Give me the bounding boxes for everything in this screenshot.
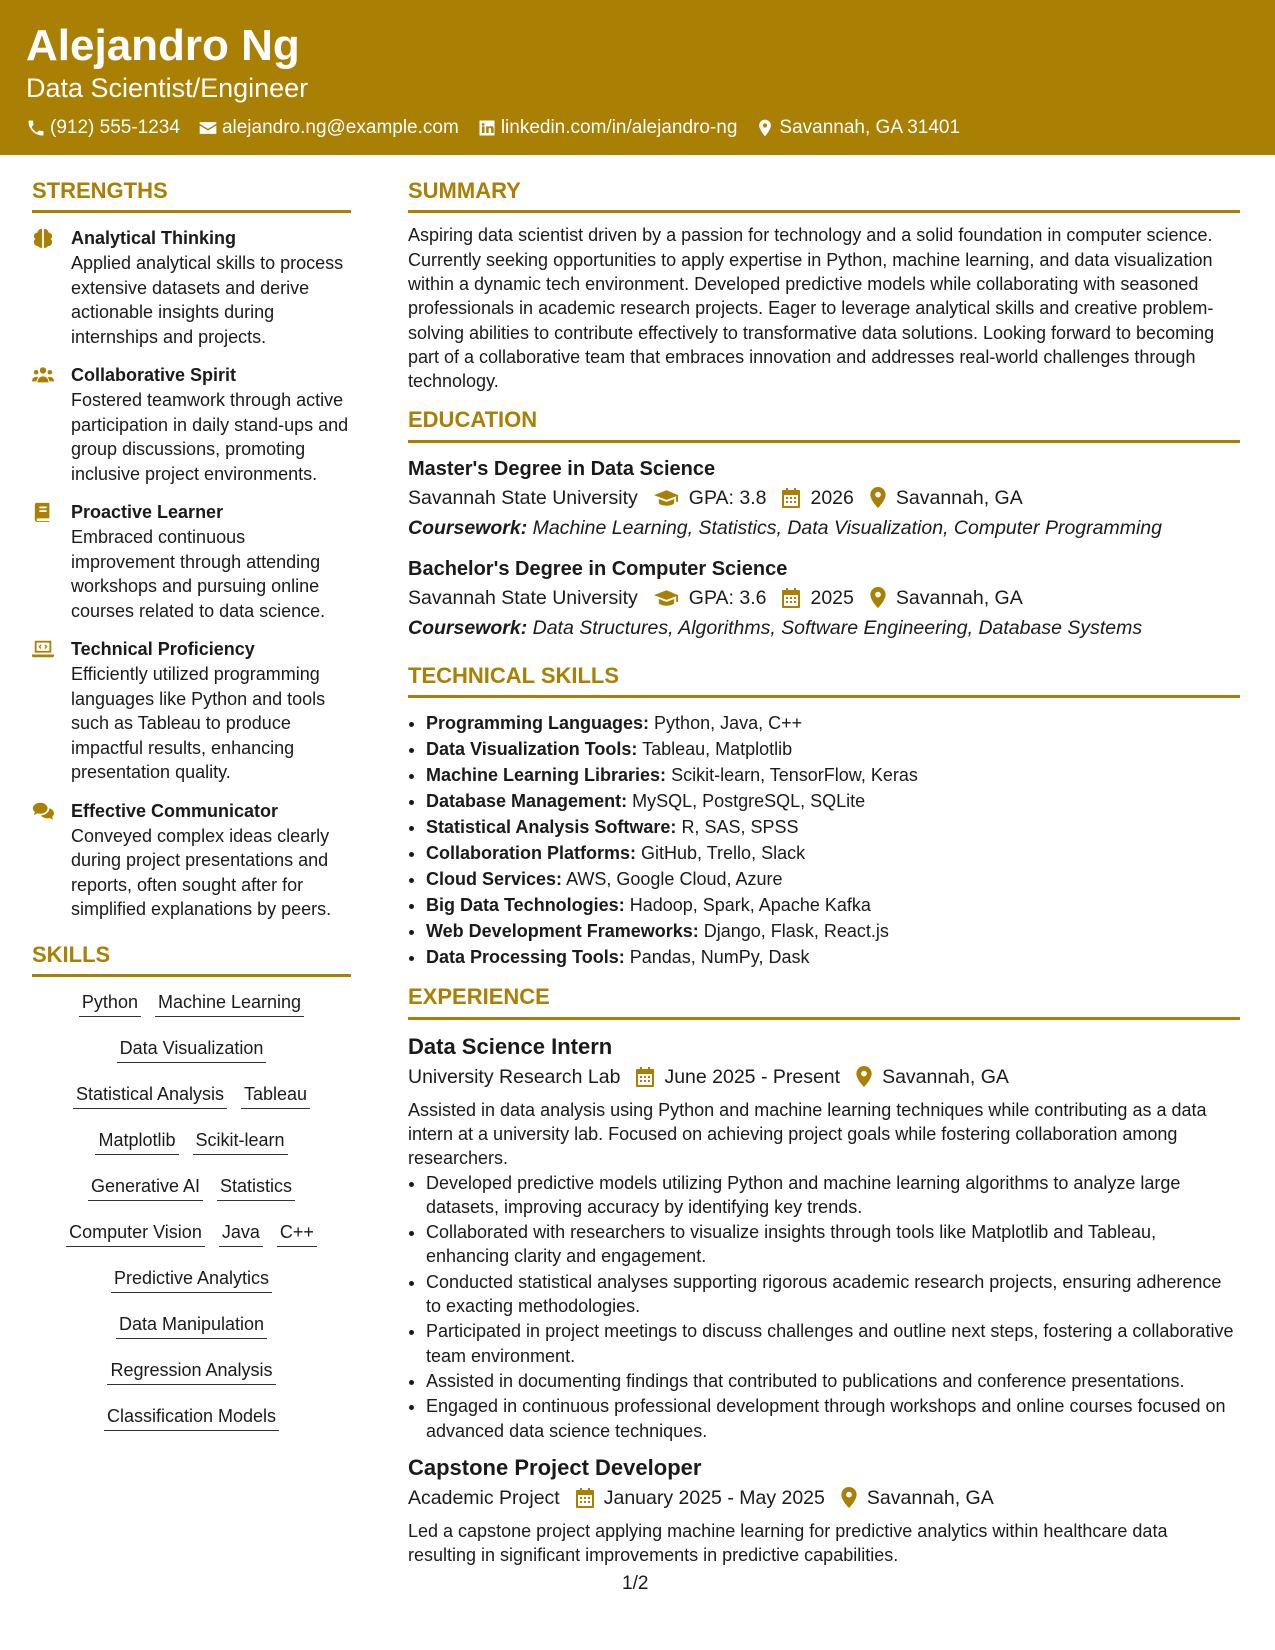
tech-value: GitHub, Trello, Slack <box>641 843 806 864</box>
contact-email[interactable] <box>198 117 459 139</box>
experience-item <box>408 1453 1240 1568</box>
phone-icon <box>26 118 46 138</box>
edu-location <box>870 483 1023 513</box>
location-text: Savannah, GA <box>866 1486 994 1509</box>
linkedin-icon <box>477 118 497 138</box>
calendar-icon <box>782 588 800 608</box>
technical-skills-heading: TECHNICAL SKILLS <box>408 663 1240 698</box>
grad-year <box>782 583 853 613</box>
dates-text: June 2025 - Present <box>664 1065 841 1088</box>
coursework <box>408 513 1240 543</box>
location-text: Savannah, GA 31401 <box>779 117 961 138</box>
location-text: Savannah, GA <box>895 486 1023 509</box>
location-text: Savannah, GA <box>895 586 1023 609</box>
tech-label: Cloud Services: <box>426 869 563 890</box>
skill-tag: Java <box>219 1221 263 1247</box>
skill-tag: Statistics <box>217 1175 295 1201</box>
contact-linkedin[interactable] <box>477 117 738 139</box>
list-item: • Engaged in continuous professional development through workshops and online courses focused on advanced data science techniques. <box>426 1394 1240 1443</box>
job-location <box>841 1483 994 1513</box>
contact-location <box>755 117 960 139</box>
skill-tag: Predictive Analytics <box>111 1267 272 1293</box>
tech-label: Data Processing Tools: <box>426 947 625 968</box>
edu-location <box>870 583 1023 613</box>
envelope-icon <box>198 118 218 138</box>
degree-title: Bachelor's Degree in Computer Science <box>408 557 788 580</box>
summary-text: Aspiring data scientist driven by a passion for technology and a solid foundation in computer science. Currently seeking opportunities to apply expertise in Python, machine learning, and data visualization within a dynamic tech environment. Developed predictive models while collaborating with seasoned professionals in academic research projects. Eager to leverage analytical skills and creative problem-solving abilities to contribute effectively to transformative data solutions. Looking forward to becoming part of a collaborative team that embraces innovation and addresses real-world challenges through technology. <box>408 225 1215 392</box>
dates-text: January 2025 - May 2025 <box>603 1486 825 1509</box>
grad-year <box>782 483 853 513</box>
book-icon <box>32 502 54 522</box>
tech-value: Pandas, NumPy, Dask <box>629 947 810 968</box>
users-icon <box>32 365 54 385</box>
email-link[interactable]: alejandro.ng@example.com <box>221 117 459 138</box>
experience-item <box>408 1032 1240 1443</box>
strength-item <box>32 499 351 623</box>
list-item <box>426 710 1240 736</box>
tech-label: Web Development Frameworks: <box>426 921 699 942</box>
tech-label: Machine Learning Libraries: <box>426 765 667 786</box>
strength-title: Collaborative Spirit <box>71 365 237 386</box>
tech-label: Big Data Technologies: <box>426 895 625 916</box>
gpa-text: GPA: 3.8 <box>688 486 767 509</box>
strength-title: Effective Communicator <box>71 800 279 821</box>
strength-item <box>32 362 351 486</box>
contact-bar <box>26 117 978 139</box>
skill-tag: Regression Analysis <box>107 1359 275 1385</box>
strength-title: Proactive Learner <box>71 502 224 523</box>
map-marker-icon <box>755 118 775 138</box>
education-meta <box>408 583 1240 613</box>
calendar-icon <box>782 488 800 508</box>
resume-header <box>0 0 1275 155</box>
job-meta <box>408 1062 1240 1092</box>
job-meta <box>408 1483 1240 1513</box>
job-bullets <box>408 1171 1240 1443</box>
linkedin-link[interactable]: linkedin.com/in/alejandro-ng <box>500 117 738 138</box>
skill-tag: Tableau <box>241 1083 310 1109</box>
education-item <box>408 455 1240 543</box>
list-item <box>426 892 1240 918</box>
tech-value: MySQL, PostgreSQL, SQLite <box>632 791 866 812</box>
list-item: • Assisted in documenting findings that contributed to publications and conference presentations. <box>426 1369 1240 1393</box>
map-marker-icon <box>870 587 886 608</box>
phone-text: (912) 555-1234 <box>50 117 180 138</box>
calendar-icon <box>636 1067 654 1087</box>
graduation-cap-icon <box>654 589 679 607</box>
strength-desc: Applied analytical skills to process extensive datasets and derive actionable insights during internships and projects. <box>71 253 344 347</box>
school-name: Savannah State University <box>408 486 638 509</box>
tech-label: Statistical Analysis Software: <box>426 817 677 838</box>
job-title: Capstone Project Developer <box>408 1454 702 1480</box>
job-location <box>856 1062 1009 1092</box>
skill-tag: C++ <box>277 1221 317 1247</box>
list-item <box>426 788 1240 814</box>
list-item <box>426 866 1240 892</box>
graduation-cap-icon <box>654 489 679 507</box>
candidate-name: Alejandro Ng <box>26 21 300 70</box>
list-item <box>426 814 1240 840</box>
skill-tag: Python <box>79 991 141 1017</box>
gpa-text: GPA: 3.6 <box>688 586 767 609</box>
strengths-heading: STRENGTHS <box>32 178 351 213</box>
skill-tag: Data Manipulation <box>116 1313 267 1339</box>
list-item: • Participated in project meetings to discuss challenges and outline next steps, fostering a collaborative team environment. <box>426 1319 1240 1368</box>
year-text: 2026 <box>810 486 854 509</box>
job-description: Assisted in data analysis using Python and machine learning techniques while contributing as a data intern at a university lab. Focused on achieving project goals while fostering collaboration among researchers. <box>408 1099 1207 1169</box>
skill-tag: Data Visualization <box>117 1037 267 1063</box>
tech-value: Python, Java, C++ <box>654 713 803 734</box>
list-item <box>426 918 1240 944</box>
skill-tag: Classification Models <box>104 1405 279 1431</box>
list-item <box>426 762 1240 788</box>
organization: Academic Project <box>408 1486 560 1509</box>
strength-desc: Efficiently utilized programming languages like Python and tools such as Tableau to produce impactful results, enhancing presentation quality. <box>71 664 326 783</box>
coursework-list: Data Structures, Algorithms, Software Engineering, Database Systems <box>532 616 1143 639</box>
skills-heading: SKILLS <box>32 942 351 977</box>
skill-tag: Matplotlib <box>95 1129 178 1155</box>
coursework-label: Coursework: <box>408 616 528 639</box>
calendar-icon <box>576 1488 594 1508</box>
strength-title: Technical Proficiency <box>71 639 255 660</box>
gpa <box>654 483 767 513</box>
gpa <box>654 583 767 613</box>
strength-item <box>32 798 351 922</box>
skill-tag: Computer Vision <box>66 1221 205 1247</box>
skill-tag: Generative AI <box>88 1175 203 1201</box>
strength-desc: Conveyed complex ideas clearly during project presentations and reports, often sought after for simplified explanations by peers. <box>71 825 332 920</box>
skills-list <box>32 991 351 1451</box>
comments-icon <box>32 801 54 821</box>
coursework-label: Coursework: <box>408 516 528 539</box>
tech-value: Tableau, Matplotlib <box>642 739 793 760</box>
tech-value: AWS, Google Cloud, Azure <box>566 869 783 890</box>
skill-tag: Scikit-learn <box>193 1129 288 1155</box>
strength-title: Analytical Thinking <box>71 228 237 249</box>
list-item <box>426 736 1240 762</box>
education-meta <box>408 483 1240 513</box>
page-number: 1/2 <box>622 1573 649 1594</box>
map-marker-icon <box>856 1066 872 1087</box>
list-item: • Conducted statistical analyses supporting rigorous academic research projects, ensuring adherence to exacting methodologies. <box>426 1270 1240 1319</box>
candidate-title: Data Scientist/Engineer <box>26 73 309 103</box>
degree-title: Master's Degree in Data Science <box>408 457 716 480</box>
summary-heading: SUMMARY <box>408 178 1240 213</box>
job-dates <box>636 1062 840 1092</box>
technical-skills-list <box>408 710 1240 970</box>
tech-label: Collaboration Platforms: <box>426 843 637 864</box>
coursework <box>408 613 1240 643</box>
map-marker-icon <box>870 487 886 508</box>
tech-value: R, SAS, SPSS <box>681 817 799 838</box>
organization: University Research Lab <box>408 1065 621 1088</box>
job-dates <box>576 1483 825 1513</box>
laptop-code-icon <box>32 639 54 659</box>
list-item: • Developed predictive models utilizing Python and machine learning algorithms to analyze large datasets, improving accuracy by identifying key trends. <box>426 1171 1240 1220</box>
tech-value: Django, Flask, React.js <box>703 921 889 942</box>
map-marker-icon <box>841 1487 857 1508</box>
strength-desc: Fostered teamwork through active participation in daily stand-ups and group discussions, promoting inclusive project environments. <box>71 390 349 484</box>
job-description: Led a capstone project applying machine learning for predictive analytics within healthcare data resulting in significant improvements in predictive capabilities. <box>408 1520 1168 1566</box>
tech-value: Scikit-learn, TensorFlow, Keras <box>671 765 918 786</box>
list-item <box>426 840 1240 866</box>
list-item: • Collaborated with researchers to visualize insights through tools like Matplotlib and Tableau, enhancing clarity and engagement. <box>426 1220 1240 1269</box>
coursework-list: Machine Learning, Statistics, Data Visualization, Computer Programming <box>532 516 1162 539</box>
skill-tag: Machine Learning <box>155 991 304 1017</box>
list-item <box>426 944 1240 970</box>
brain-icon <box>32 228 54 248</box>
left-column <box>32 178 351 1451</box>
tech-label: Data Visualization Tools: <box>426 739 638 760</box>
experience-heading: EXPERIENCE <box>408 984 1240 1019</box>
year-text: 2025 <box>810 586 854 609</box>
strength-item <box>32 225 351 349</box>
tech-value: Hadoop, Spark, Apache Kafka <box>629 895 871 916</box>
right-column <box>408 178 1240 1577</box>
tech-label: Database Management: <box>426 791 628 812</box>
location-text: Savannah, GA <box>882 1065 1009 1088</box>
strength-desc: Embraced continuous improvement through attending workshops and pursuing online courses related to data science. <box>71 527 326 621</box>
education-heading: EDUCATION <box>408 407 1240 442</box>
contact-phone <box>26 117 180 139</box>
education-item <box>408 555 1240 643</box>
strength-item <box>32 636 351 785</box>
job-title: Data Science Intern <box>408 1033 613 1059</box>
school-name: Savannah State University <box>408 586 638 609</box>
skill-tag: Statistical Analysis <box>73 1083 227 1109</box>
tech-label: Programming Languages: <box>426 713 650 734</box>
